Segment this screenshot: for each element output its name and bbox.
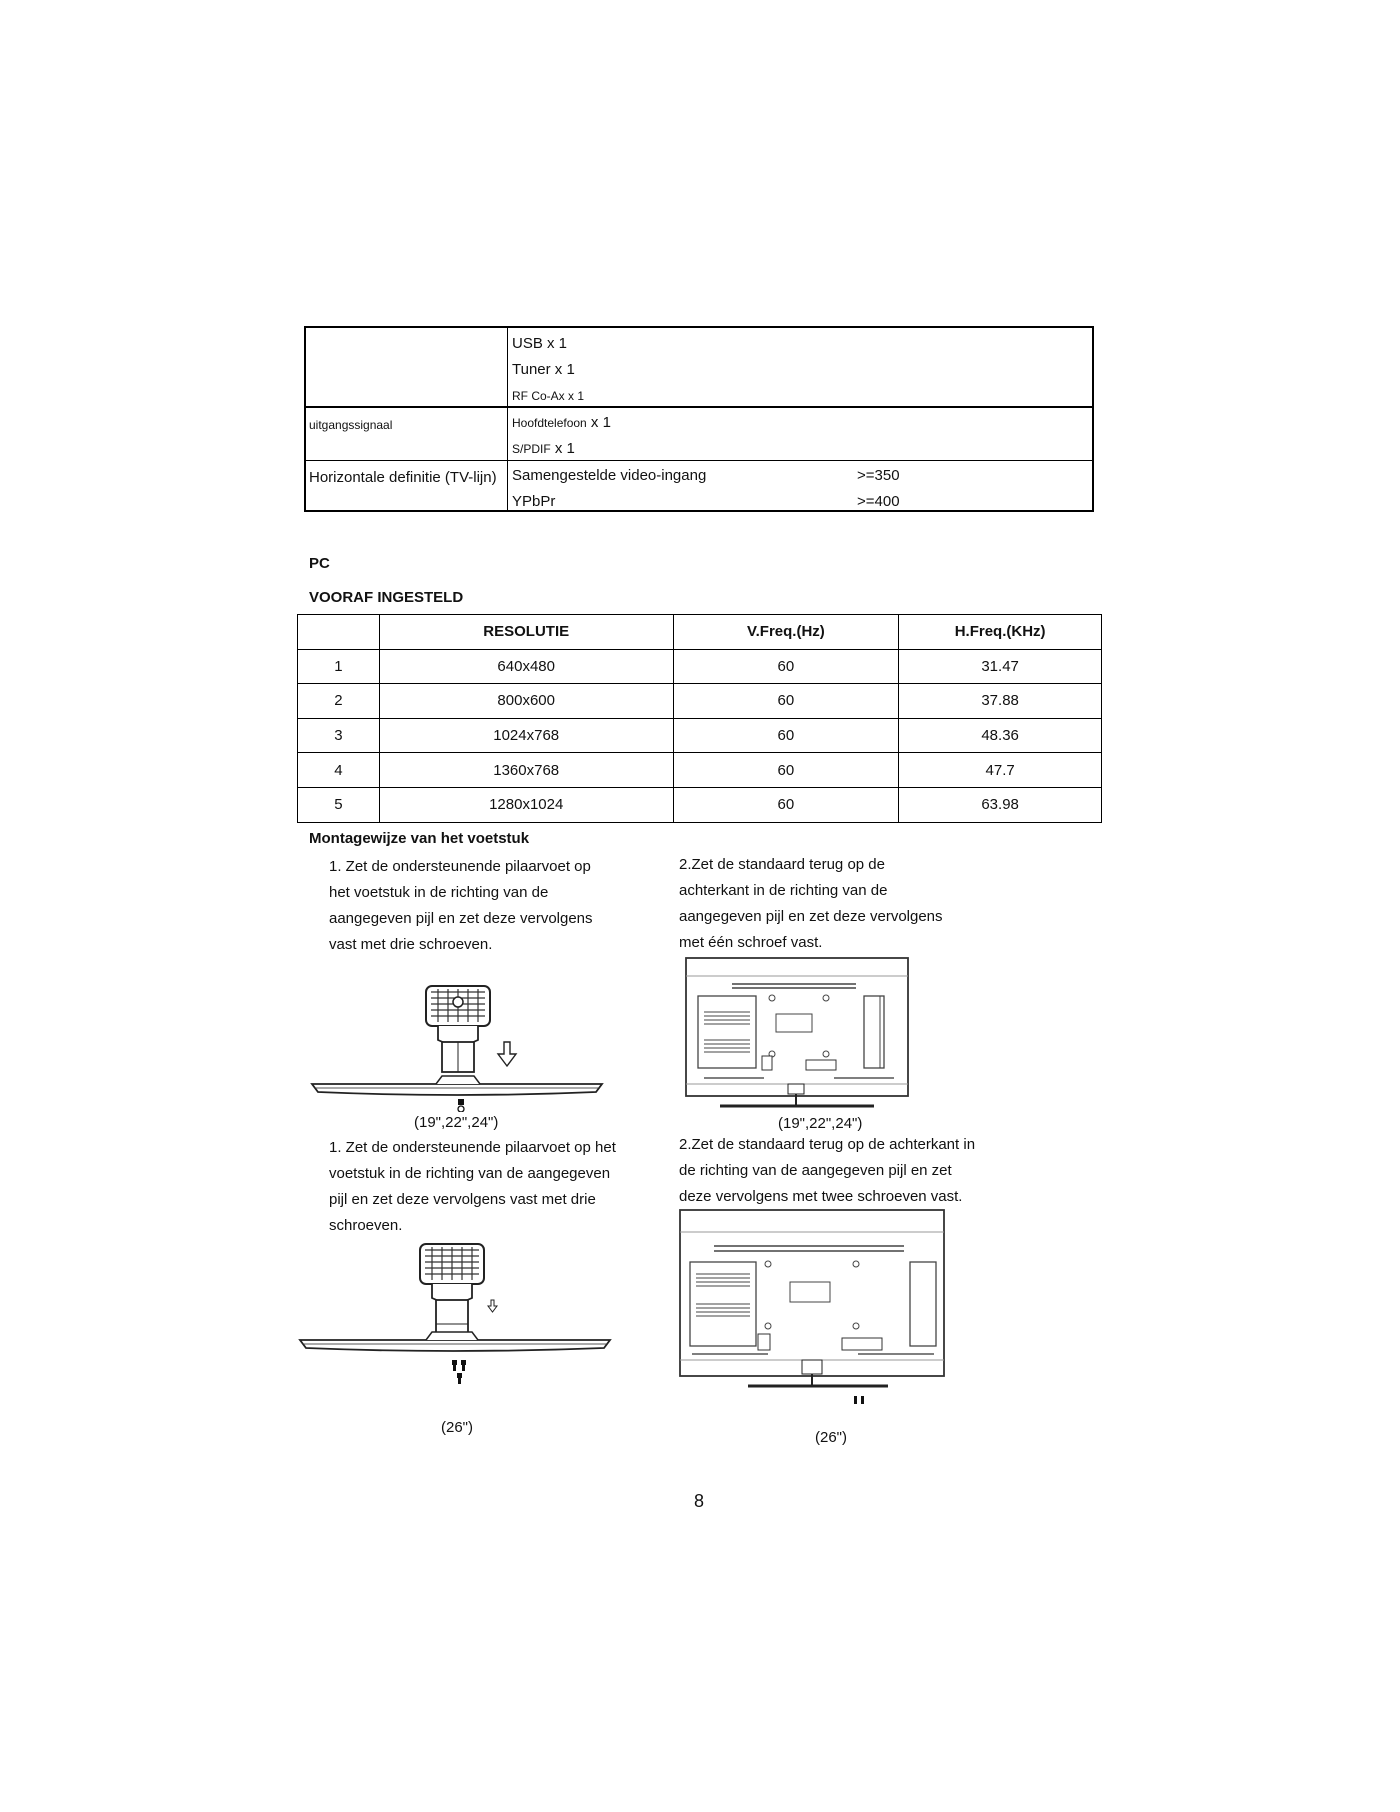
caption-small-right: (19",22",24") — [778, 1115, 863, 1132]
text-line: aangegeven pijl en zet deze vervolgens — [679, 908, 943, 925]
table-cell: 31.47 — [899, 649, 1102, 684]
table-row — [298, 787, 1102, 822]
text-line: 1. Zet de ondersteunende pilaarvoet op — [329, 858, 591, 875]
table-cell: 63.98 — [899, 787, 1102, 822]
text-line: aangegeven pijl en zet deze vervolgens — [329, 910, 593, 927]
table-cell: 1 — [298, 649, 380, 684]
table-cell: 60 — [673, 753, 899, 788]
text-line: deze vervolgens met twee schroeven vast. — [679, 1188, 963, 1205]
spec-composite-value: >=350 — [857, 467, 900, 484]
table-cell: 60 — [673, 649, 899, 684]
step1-large-text — [329, 1135, 616, 1239]
header-cell — [298, 615, 380, 650]
table-cell: 37.88 — [899, 684, 1102, 719]
spec-headphone — [512, 414, 611, 431]
header-cell: H.Freq.(KHz) — [899, 615, 1102, 650]
table-cell: 4 — [298, 753, 380, 788]
text-line: voetstuk in de richting van de aangegeven — [329, 1165, 611, 1182]
table-row — [298, 649, 1102, 684]
tv-back-small-illustration — [684, 956, 912, 1116]
caption-large-left: (26") — [441, 1419, 473, 1436]
text-line: schroeven. — [329, 1217, 403, 1234]
stand-small-illustration — [306, 980, 608, 1112]
header-cell: RESOLUTIE — [379, 615, 673, 650]
table-cell: 2 — [298, 684, 380, 719]
text-line: het voetstuk in de richting van de — [329, 884, 549, 901]
table-cell: 5 — [298, 787, 380, 822]
spec-table-row-divider — [306, 460, 1092, 461]
text-line: 2.Zet de standaard terug op de — [679, 856, 885, 873]
table-row — [298, 753, 1102, 788]
text-line: de richting van de aangegeven pijl en zet — [679, 1162, 952, 1179]
spec-output-label: uitgangssignaal — [309, 418, 393, 432]
text-line: pijl en zet deze vervolgens vast met drie — [329, 1191, 596, 1208]
table-cell: 640x480 — [379, 649, 673, 684]
spec-headphone-label: Hoofdtelefoon — [512, 416, 587, 430]
step2-small-text — [679, 852, 943, 956]
step2-large-text — [679, 1132, 975, 1210]
caption-large-right: (26") — [815, 1429, 847, 1446]
spec-ypbpr: YPbPr — [512, 493, 556, 510]
table-cell: 60 — [673, 718, 899, 753]
page-number: 8 — [694, 1491, 705, 1511]
text-line: achterkant in de richting van de — [679, 882, 888, 899]
spec-table-divider — [507, 328, 508, 510]
table-header-row — [298, 615, 1102, 650]
spec-spdif — [512, 440, 575, 457]
preset-heading: VOORAF INGESTELD — [309, 589, 464, 606]
caption-small-left: (19",22",24") — [414, 1114, 499, 1131]
text-line: vast met drie schroeven. — [329, 936, 493, 953]
stand-large-illustration — [296, 1240, 614, 1394]
spec-table — [304, 326, 1094, 512]
spec-spdif-label: S/PDIF — [512, 442, 551, 456]
spec-spdif-count: x 1 — [554, 440, 575, 457]
table-cell: 47.7 — [899, 753, 1102, 788]
table-cell: 1360x768 — [379, 753, 673, 788]
step1-small-text — [329, 854, 593, 958]
pc-heading: PC — [309, 555, 330, 572]
spec-rf: RF Co-Ax x 1 — [512, 389, 585, 403]
table-cell: 48.36 — [899, 718, 1102, 753]
table-cell: 60 — [673, 684, 899, 719]
table-row — [298, 718, 1102, 753]
header-cell: V.Freq.(Hz) — [673, 615, 899, 650]
text-line: 1. Zet de ondersteunende pilaarvoet op het — [329, 1139, 616, 1156]
table-cell: 1024x768 — [379, 718, 673, 753]
spec-ypbpr-value: >=400 — [857, 493, 900, 510]
text-line: met één schroef vast. — [679, 934, 823, 951]
mount-heading: Montagewijze van het voetstuk — [309, 830, 530, 847]
table-row — [298, 684, 1102, 719]
table-cell: 1280x1024 — [379, 787, 673, 822]
resolution-table — [297, 614, 1102, 823]
spec-usb: USB x 1 — [512, 335, 568, 352]
table-cell: 60 — [673, 787, 899, 822]
spec-hdef-label: Horizontale definitie (TV-lijn) — [309, 469, 497, 486]
spec-headphone-count: x 1 — [590, 414, 611, 431]
text-line: 2.Zet de standaard terug op de achterkant in — [679, 1136, 976, 1153]
spec-table-row-divider — [306, 406, 1092, 408]
spec-composite: Samengestelde video-ingang — [512, 467, 707, 484]
table-cell: 800x600 — [379, 684, 673, 719]
spec-tuner: Tuner x 1 — [512, 361, 575, 378]
table-cell: 3 — [298, 718, 380, 753]
tv-back-large-illustration — [678, 1208, 948, 1408]
